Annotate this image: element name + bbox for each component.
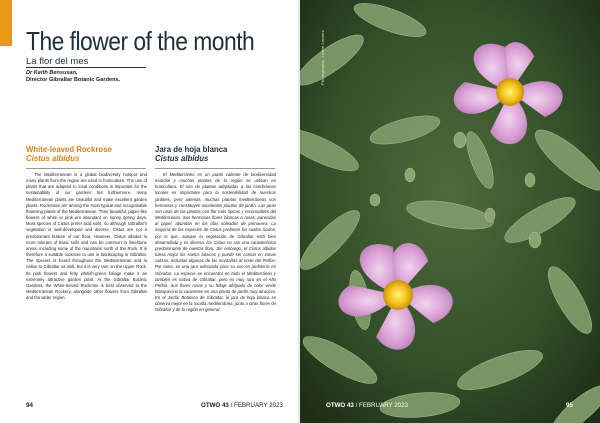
page-title: The flower of the month	[26, 26, 255, 56]
english-body: The Mediterranean is a global biodiversity hotspot and many plants from the region are used in horticulture. The use of plants that are adapted to local conditions is important for the sustainability of our gardens but furthermore, many Mediterranean plants are beautiful and make excellent garden plants. Rockroses are among the most typical and recognisable flowering plants of the Mediterranean. Their beautiful, paper-like flowers of white or pink are abundant on sunny spring days. Most species of Cistus prefer acid soils, so although Gibraltar's vegetation is well-developed and diverse, Cistus are not a predominant feature of our flora. However, Cistus albidus is more tolerant of basic soils and can be common in limestone areas, including some of the mountains north of the Rock. It is therefore a suitable rockrose to use in landscaping in Gibraltar. The species is found throughout the Mediterranean and is native to Gibraltar as well, but it is very rare on the Upper Rock. Its pink flowers and felty whitish-green foliage make it an extremely attractive garden plant. At the Gibraltar Botanic Gardens, the White-leaved Rockrose is best observed in the Mediterranean Rockery, alongside other flowers from Gibraltar and the wider region.	[26, 172, 147, 301]
page-subtitle: La flor del mes	[26, 56, 89, 67]
right-page-number: 95	[566, 402, 573, 409]
english-divider	[26, 168, 146, 169]
spanish-body: El Mediterráneo es un punto caliente de biodiversidad mundial y muchas plantas de la región se utilizan en horticultura. El uso de plantas adaptadas a las condiciones locales es importante para la sostenibilidad de nuestros jardines, pero además, muchas plantas mediterráneas son hermosas y constituyen excelentes plantas de jardín. Las jaras son unas de las plantas con flor más típicas y reconocibles del Mediterráneo. Sus hermosas flores blancas o rosas, parecidas al papel, abundan en los días soleados de primavera. La mayoría de las especies de Cistus prefieren los suelos ácidos, por lo que, aunque la vegetación de Gibraltar está bien desarrollada y es diversa, los Cistus no son una característica predominante de nuestra flora. Sin embargo, el Cistus albidus tolera mejor los suelos básicos y puede ser común en zonas calizas, incluidas algunas de las montañas al norte del Peñón. Por tanto, es una jara adecuada para su uso en jardinería en Gibraltar. La especie se encuentra en todo el Mediterráneo y también es nativa de Gibraltar, pero es muy rara en el Alto Peñón. Sus flores rosas y su follaje afelpado de color verde blanquecino la convierten en una planta de jardín muy atractiva. En el Jardín Botánico de Gibraltar, la jara de hoja blanca se observa mejor en la rocalla mediterránea, junto a otras flores de Gibraltar y de la región en general.	[155, 172, 276, 313]
right-page-photo	[300, 0, 600, 423]
photo-credit: Photography: Leslie Linares	[320, 30, 325, 85]
right-issue-date: / FEBRUARY 2023	[353, 402, 408, 409]
title-divider	[26, 67, 146, 68]
author-role: Director Gibraltar Botanic Gardens.	[26, 77, 121, 83]
left-page-number: 94	[26, 402, 33, 409]
english-scientific-name: Cistus albidus	[26, 154, 80, 163]
spanish-common-name: Jara de hoja blanca	[155, 145, 228, 154]
spanish-divider	[155, 168, 275, 169]
left-issue-label	[201, 402, 283, 409]
author-name: Dr Keith Bensusan,	[26, 70, 78, 76]
page-gutter	[298, 0, 302, 423]
left-issue-date: / FEBRUARY 2023	[228, 402, 283, 409]
spanish-heading	[155, 145, 227, 163]
english-common-name: White-leaved Rockrose	[26, 145, 112, 154]
right-issue-name: OTWO 43	[326, 402, 354, 409]
section-color-tab	[0, 0, 12, 46]
rockrose-photo	[300, 0, 600, 423]
right-issue-label	[326, 402, 408, 409]
english-heading	[26, 145, 112, 163]
spanish-scientific-name: Cistus albidus	[155, 154, 209, 163]
left-issue-name: OTWO 43	[201, 402, 229, 409]
